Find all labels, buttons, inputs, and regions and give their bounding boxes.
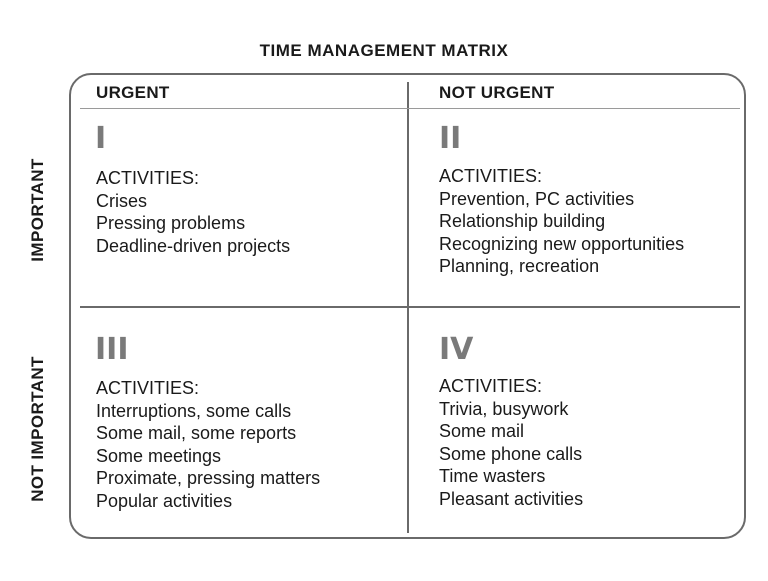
quadrant-3 <box>96 377 320 513</box>
quadrant-4-numeral: IV <box>439 332 474 367</box>
row-header-not-important: NOT IMPORTANT <box>28 356 47 502</box>
quadrant-4-item: Some phone calls <box>439 443 583 464</box>
column-header-not-urgent: NOT URGENT <box>439 83 555 102</box>
quadrant-3-heading: ACTIVITIES: <box>96 378 200 398</box>
quadrant-2-numeral: II <box>439 121 462 156</box>
quadrant-4-item: Some mail <box>439 421 525 442</box>
quadrant-3-item: Interruptions, some calls <box>96 400 292 421</box>
quadrant-4-heading: ACTIVITIES: <box>439 376 543 396</box>
quadrant-4-item: Trivia, busywork <box>439 398 569 419</box>
quadrant-4-item: Time wasters <box>439 466 546 487</box>
quadrant-3-numeral: III <box>95 332 129 367</box>
quadrant-3-item: Some meetings <box>96 445 222 466</box>
quadrant-3-item: Proximate, pressing matters <box>96 468 321 489</box>
quadrant-1-item: Deadline-driven projects <box>96 235 291 256</box>
header-divider <box>80 108 740 109</box>
row-header-important: IMPORTANT <box>28 158 47 262</box>
quadrant-2-item: Prevention, PC activities <box>439 188 635 209</box>
quadrant-1-numeral: I <box>95 121 107 156</box>
quadrant-2-item: Planning, recreation <box>439 256 600 277</box>
quadrant-2-item: Recognizing new opportunities <box>439 233 685 254</box>
quadrant-1-item: Pressing problems <box>96 213 246 234</box>
quadrant-2-item: Relationship building <box>439 211 606 232</box>
column-header-urgent: URGENT <box>96 83 170 102</box>
quadrant-3-item: Some mail, some reports <box>96 423 297 444</box>
quadrant-2 <box>439 165 684 278</box>
quadrant-4 <box>439 375 583 511</box>
quadrant-4-item: Pleasant activities <box>439 488 584 509</box>
quadrant-3-item: Popular activities <box>96 490 233 511</box>
matrix-title: TIME MANAGEMENT MATRIX <box>259 41 509 60</box>
quadrant-2-heading: ACTIVITIES: <box>439 166 543 186</box>
quadrant-1-item: Crises <box>96 190 148 211</box>
horizontal-divider <box>80 306 740 308</box>
quadrant-1 <box>96 167 290 257</box>
quadrant-1-heading: ACTIVITIES: <box>96 168 200 188</box>
